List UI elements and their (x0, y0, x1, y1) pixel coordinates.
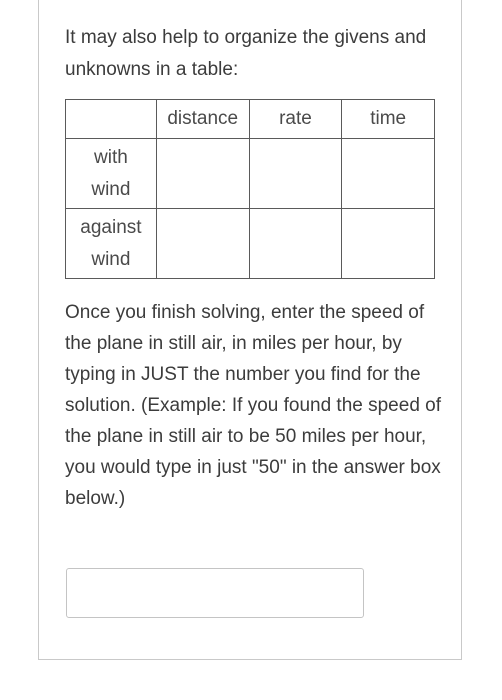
row-label-line: with (94, 146, 128, 168)
cell-with-wind-rate (249, 139, 342, 209)
header-corner-cell (66, 100, 157, 139)
header-time: time (342, 100, 435, 139)
row-label-line: against (80, 216, 142, 238)
table-header-row (66, 100, 435, 139)
givens-table (65, 99, 435, 279)
table-row (66, 139, 435, 209)
instructions-text: Once you finish solving, enter the speed of the plane in still air, in miles per hour, by typing in JUST the number you find for the solution. (Example: If you found the speed of the plane in still air to be 50 miles per hour, you would type in just "50" in the answer box below.) (65, 302, 442, 509)
header-distance: distance (156, 100, 249, 139)
cell-with-wind-distance (156, 139, 249, 209)
cell-with-wind-time (342, 139, 435, 209)
table-row (66, 209, 435, 279)
cell-against-wind-distance (156, 209, 249, 279)
answer-input[interactable] (66, 568, 364, 618)
row-label-with-wind (66, 139, 157, 209)
cell-against-wind-time (342, 209, 435, 279)
cell-against-wind-rate (249, 209, 342, 279)
header-rate: rate (249, 100, 342, 139)
row-label-line: wind (91, 178, 131, 200)
row-label-line: wind (91, 248, 131, 270)
intro-text: It may also help to organize the givens and unknowns in a table: (65, 27, 427, 80)
row-label-against-wind (66, 209, 157, 279)
